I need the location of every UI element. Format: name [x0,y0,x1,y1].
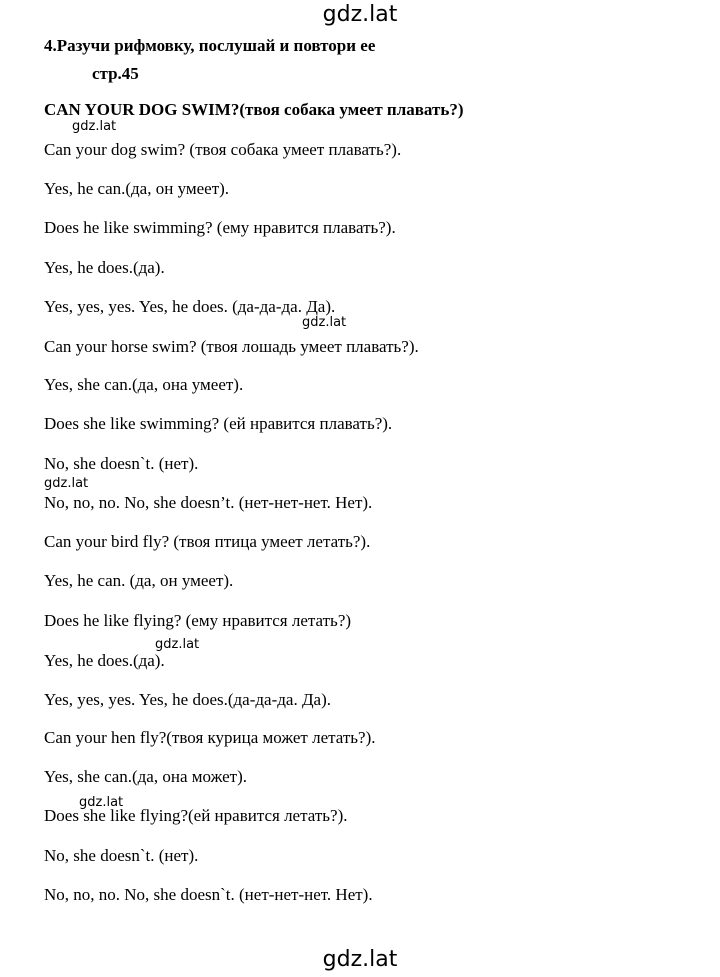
watermark-small: gdz.lat [302,315,347,330]
rhyme-line: Does she like flying?(ей нравится летать?). [44,806,348,825]
rhyme-line: Yes, he can.(да, он умеет). [44,179,230,198]
rhyme-line: Can your bird fly? (твоя птица умеет летать?). [44,532,371,551]
rhyme-title: CAN YOUR DOG SWIM?(твоя собака умеет плавать?) [44,100,464,119]
watermark-bottom: gdz.lat [322,947,398,972]
watermark-small: gdz.lat [155,637,200,652]
rhyme-line: Does he like swimming? (ему нравится плавать?). [44,218,396,237]
rhyme-line: Yes, she can.(да, она может). [44,767,247,786]
rhyme-line: Does he like flying? (ему нравится летать?) [44,611,352,630]
rhyme-line: Yes, she can.(да, она умеет). [44,375,244,394]
rhyme-line: No, she doesn`t. (нет). [44,846,199,865]
task-heading: 4.Разучи рифмовку, послушай и повтори ее [44,36,376,55]
rhyme-line: No, no, no. No, she doesn`t. (нет-нет-нет. Нет). [44,885,373,904]
rhyme-line: No, she doesn`t. (нет). [44,454,199,473]
rhyme-line: Yes, yes, yes. Yes, he does.(да-да-да. Да). [44,690,331,709]
rhyme-line: Yes, yes, yes. Yes, he does. (да-да-да. Да). [44,297,336,316]
rhyme-line: Can your hen fly?(твоя курица может летать?). [44,728,376,747]
rhyme-line: Yes, he does.(да). [44,258,165,277]
rhyme-line: Can your horse swim? (твоя лошадь умеет плавать?). [44,337,419,356]
rhyme-line: Can your dog swim? (твоя собака умеет плавать?). [44,140,402,159]
watermark-small: gdz.lat [79,795,124,810]
watermark-small: gdz.lat [44,476,89,491]
page-reference: стр.45 [92,64,139,83]
rhyme-line: Does she like swimming? (ей нравится плавать?). [44,414,393,433]
rhyme-line: Yes, he does.(да). [44,651,165,670]
watermark-small: gdz.lat [72,119,117,134]
rhyme-line: Yes, he can. (да, он умеет). [44,571,234,590]
rhyme-line: No, no, no. No, she doesn’t. (нет-нет-нет. Нет). [44,493,373,512]
watermark-top: gdz.lat [322,2,398,27]
